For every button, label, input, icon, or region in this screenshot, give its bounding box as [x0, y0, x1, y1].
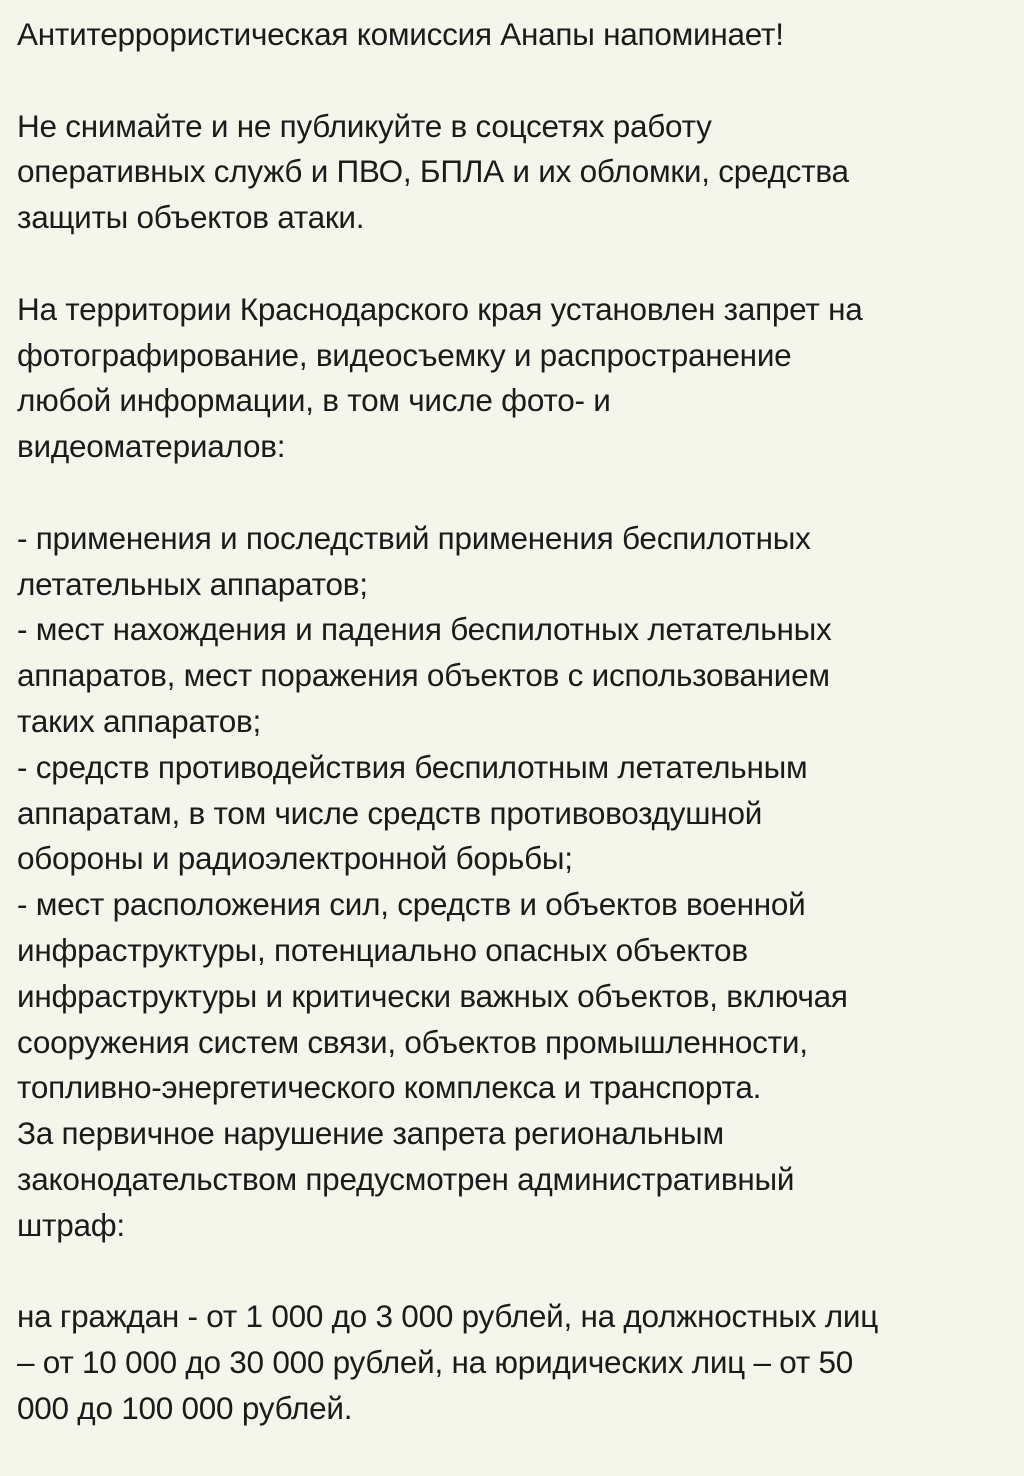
blank-line	[17, 470, 1014, 516]
fines-line: 000 до 100 000 рублей.	[17, 1389, 353, 1426]
paragraph-2-line: фотографирование, видеосъемку и распространение	[17, 336, 792, 373]
list-line: инфраструктуры и критически важных объектов, включая	[17, 977, 848, 1014]
list-line: инфраструктуры, потенциально опасных объектов	[17, 931, 748, 968]
list-line: штраф:	[17, 1206, 125, 1243]
message-text	[17, 12, 1014, 1432]
paragraph-2-line: любой информации, в том числе фото- и	[17, 382, 611, 419]
list-line: летательных аппаратов;	[17, 565, 368, 602]
paragraph-2-line: На территории Краснодарского края установлен запрет на	[17, 290, 863, 327]
list-line: - мест нахождения и падения беспилотных летательных	[17, 611, 832, 648]
list-line: топливно-энергетического комплекса и транспорта.	[17, 1069, 762, 1106]
paragraph-1-line: защиты объектов атаки.	[17, 199, 365, 236]
list-line: аппаратам, в том числе средств противовоздушной	[17, 794, 763, 831]
paragraph-2-line: видеоматериалов:	[17, 428, 286, 465]
list-line: - применения и последствий применения беспилотных	[17, 519, 811, 556]
fines-line: на граждан - от 1 000 до 3 000 рублей, на должностных лиц	[17, 1298, 878, 1335]
list-line: обороны и радиоэлектронной борьбы;	[17, 840, 573, 877]
list-line: законодательством предусмотрен административный	[17, 1160, 795, 1197]
message-heading: Антитеррористическая комиссия Анапы напоминает!	[17, 16, 784, 52]
blank-line	[17, 58, 1014, 104]
paragraph-1-line: Не снимайте и не публикуйте в соцсетях работу	[17, 107, 712, 144]
blank-line	[17, 1249, 1014, 1295]
list-line: За первичное нарушение запрета региональным	[17, 1115, 724, 1152]
list-line: таких аппаратов;	[17, 702, 262, 739]
list-line: аппаратов, мест поражения объектов с использованием	[17, 657, 830, 694]
fines-line: – от 10 000 до 30 000 рублей, на юридических лиц – от 50	[17, 1344, 854, 1381]
list-line: - мест расположения сил, средств и объектов военной	[17, 886, 806, 923]
paragraph-1-line: оперативных служб и ПВО, БПЛА и их обломки, средства	[17, 153, 849, 190]
list-line: сооружения систем связи, объектов промышленности,	[17, 1023, 808, 1060]
list-line: - средств противодействия беспилотным летательным	[17, 748, 808, 785]
blank-line	[17, 241, 1014, 287]
